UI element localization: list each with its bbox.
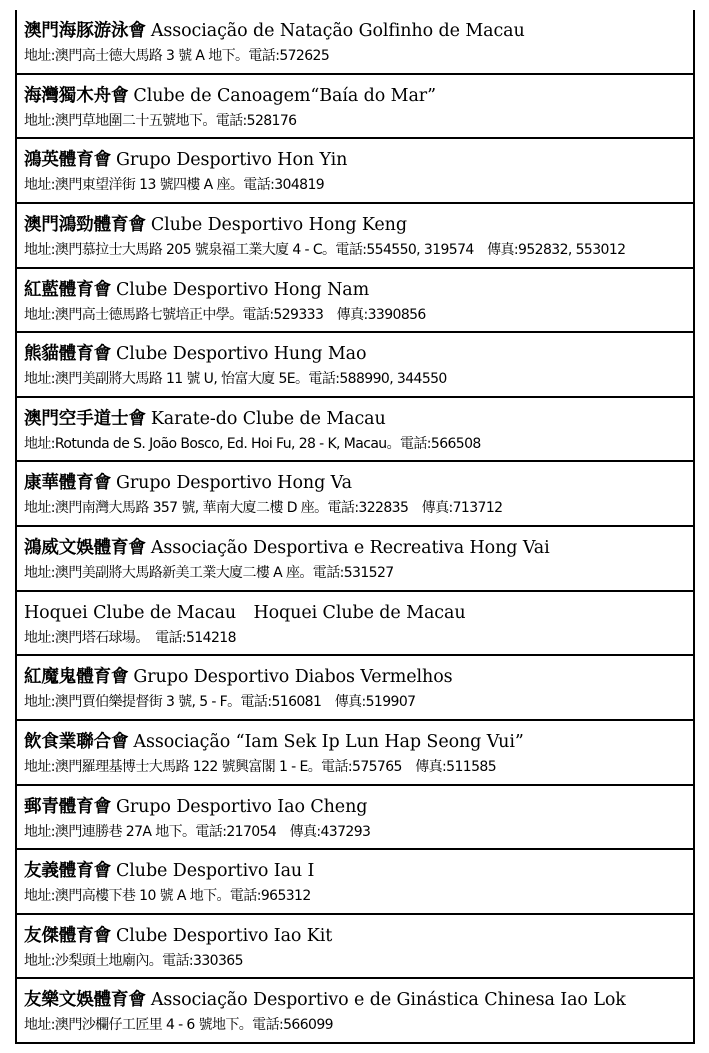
directory-entry xyxy=(17,979,693,1044)
entry-name-line xyxy=(24,405,386,430)
entry-chinese-name: 鴻英體育會 xyxy=(24,150,111,171)
entry-chinese-name: 郵青體育會 xyxy=(24,796,111,817)
entry-address-contact: 地址:澳門高士德大馬路 3 號 A 地下。電話:572625 xyxy=(24,48,330,64)
entry-chinese-name: 澳門空手道士會 xyxy=(24,408,146,429)
directory-entry xyxy=(17,850,693,915)
directory-entry xyxy=(17,333,693,398)
entry-name-line xyxy=(24,211,407,236)
entry-chinese-name: 友樂文娛體育會 xyxy=(24,990,146,1011)
directory-entry xyxy=(17,139,693,204)
directory-entry xyxy=(17,269,693,334)
entry-address-contact: 地址:澳門南灣大馬路 357 號, 華南大廈二樓 D 座。電話:322835 傳真:713712 xyxy=(24,500,503,517)
directory-entry xyxy=(17,75,693,140)
entry-name-line xyxy=(24,469,352,494)
entry-chinese-name: 友傑體育會 xyxy=(24,925,111,946)
directory-entry xyxy=(17,398,693,463)
entry-portuguese-name: Grupo Desportivo Hong Va xyxy=(116,473,352,494)
entry-name-line xyxy=(24,986,626,1011)
entry-chinese-name: 熊貓體育會 xyxy=(24,344,111,365)
directory-entry xyxy=(17,527,693,592)
entry-address-contact: 地址:澳門草地圍二十五號地下。電話:528176 xyxy=(24,112,297,129)
entry-chinese-name: 澳門海豚游泳會 xyxy=(24,21,146,41)
entry-chinese-name: 海灣獨木舟會 xyxy=(24,85,129,106)
directory-entry xyxy=(17,786,693,851)
entry-name-line xyxy=(24,599,466,624)
entry-name-line xyxy=(24,857,314,882)
entry-address-contact: 地址:沙梨頭土地廟內。電話:330365 xyxy=(24,952,243,969)
entry-portuguese-name: Clube Desportivo Iao Kit xyxy=(116,925,333,946)
entry-address-contact: 地址:澳門高士德馬路七號培正中學。電話:529333 傳真:3390856 xyxy=(24,306,426,323)
entry-address-contact: 地址:澳門賈伯樂提督街 3 號, 5 - F。電話:516081 傳真:519907 xyxy=(24,694,416,711)
directory-table xyxy=(15,10,695,1044)
directory-entry xyxy=(17,656,693,721)
directory-entry xyxy=(17,592,693,657)
entry-chinese-name: 鴻威文娛體育會 xyxy=(24,538,146,558)
entry-portuguese-name: Clube Desportivo Hong Keng xyxy=(150,214,407,235)
entry-chinese-name: 康華體育會 xyxy=(24,473,111,494)
entry-address-contact: 地址:澳門高樓下巷 10 號 A 地下。電話:965312 xyxy=(24,888,311,905)
entry-chinese-name: 友義體育會 xyxy=(24,861,111,882)
entry-name-line xyxy=(24,922,332,947)
entry-address-contact: 地址:澳門塔石球場。 電話:514218 xyxy=(24,629,236,646)
entry-name-line xyxy=(24,276,369,301)
entry-address-contact: 地址:澳門連勝巷 27A 地下。電話:217054 傳真:437293 xyxy=(24,823,371,840)
entry-portuguese-name: Associação “Iam Sek Ip Lun Hap Seong Vui” xyxy=(133,731,524,752)
entry-name-line xyxy=(24,663,453,688)
entry-chinese-name: 飲食業聯合會 xyxy=(24,731,129,752)
entry-portuguese-name: Clube de Canoagem“Baía do Mar” xyxy=(133,85,436,106)
entry-chinese-name: 澳門鴻勁體育會 xyxy=(24,214,146,235)
entry-name-line xyxy=(24,793,367,818)
entry-name-line xyxy=(24,82,436,107)
entry-name-line xyxy=(24,146,347,171)
entry-name-line xyxy=(24,17,525,42)
entry-portuguese-name: Clube Desportivo Hong Nam xyxy=(116,279,370,300)
directory-entry xyxy=(17,204,693,269)
directory-entry xyxy=(17,10,693,75)
entry-portuguese-name: Clube Desportivo Iau I xyxy=(116,861,315,882)
entry-address-contact: 地址:Rotunda de S. João Bosco, Ed. Hoi Fu, 28 - K, Macau。電話:566508 xyxy=(24,435,481,452)
entry-portuguese-name: Associação de Natação Golfinho de Macau xyxy=(150,21,525,41)
entry-portuguese-name: Karate-do Clube de Macau xyxy=(150,408,386,429)
entry-address-contact: 地址:澳門沙欄仔工匠里 4 - 6 號地下。電話:566099 xyxy=(24,1017,333,1034)
entry-name-line xyxy=(24,534,550,559)
entry-address-contact: 地址:澳門美副將大馬路 11 號 U, 怡富大廈 5E。電話:588990, 344550 xyxy=(24,371,447,388)
entry-address-contact: 地址:澳門慕拉士大馬路 205 號泉福工業大廈 4 - C。電話:554550, 319574 傳真:952832, 553012 xyxy=(24,241,626,258)
entry-portuguese-name: Grupo Desportivo Diabos Vermelhos xyxy=(133,667,453,688)
entry-chinese-name: 紅藍體育會 xyxy=(24,279,111,300)
entry-chinese-name: 紅魔鬼體育會 xyxy=(24,667,129,688)
entry-address-contact: 地址:澳門東望洋街 13 號四樓 A 座。電話:304819 xyxy=(24,177,325,194)
directory-entry xyxy=(17,915,693,980)
entry-address-contact: 地址:澳門美副將大馬路新美工業大廈二樓 A 座。電話:531527 xyxy=(24,565,394,581)
entry-portuguese-name: Grupo Desportivo Hon Yin xyxy=(116,150,348,171)
entry-portuguese-name: Hoquei Clube de Macau Hoquei Clube de Macau xyxy=(24,602,466,623)
entry-portuguese-name: Associação Desportiva e Recreativa Hong Vai xyxy=(150,538,550,558)
entry-address-contact: 地址:澳門羅理基博士大馬路 122 號興富閣 1 - E。電話:575765 傳真:511585 xyxy=(24,758,497,775)
entry-portuguese-name: Associação Desportivo e de Ginástica Chinesa Iao Lok xyxy=(150,990,626,1011)
directory-entry xyxy=(17,721,693,786)
entry-portuguese-name: Clube Desportivo Hung Mao xyxy=(116,344,367,365)
entry-name-line xyxy=(24,728,524,753)
entry-portuguese-name: Grupo Desportivo Iao Cheng xyxy=(116,796,368,817)
entry-name-line xyxy=(24,340,366,365)
directory-entry xyxy=(17,462,693,527)
